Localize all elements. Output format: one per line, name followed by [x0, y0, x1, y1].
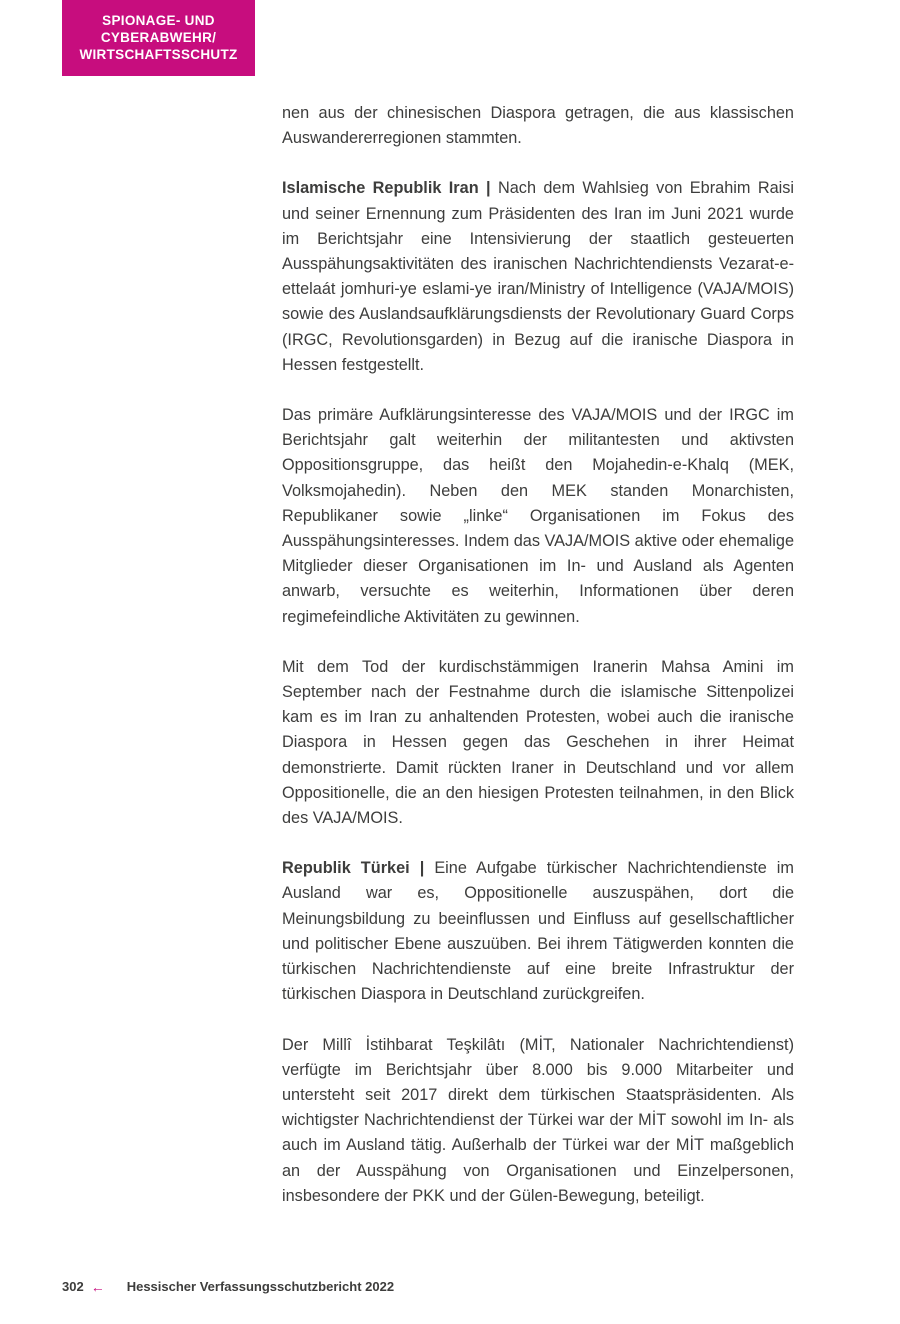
report-title: Hessischer Verfassungsschutzbericht 2022: [126, 1279, 395, 1294]
paragraph: [282, 403, 794, 630]
paragraph-lead: Republik Türkei |: [282, 859, 435, 878]
paragraph-text: Der Millî İstihbarat Teşkilâtı (MİT, Nationaler Nachrichtendienst) verfügte im Berichtsjahr über 8.000 bis 9.000 Mitarbeiter und untersteht seit 2017 direkt dem türkischen Staatspräsidenten. Als wichtigster Nachrichtendienst der Türkei war der MİT sowohl im In- als auch im Ausland tätig. Außerhalb der Türkei war der MİT maßgeblich an der Ausspähung von Organisationen und Einzelpersonen, insbesondere der PKK und der Gülen-Bewegung, beteiligt.: [282, 1035, 794, 1205]
section-tab-line: CYBERABWEHR/: [100, 30, 217, 45]
paragraph-text: Das primäre Aufklärungsinteresse des VAJA/MOIS und der IRGC im Berichtsjahr galt weiterhin der militantesten und aktivsten Oppositionsgruppe, das heißt den Mojahedin-e-Khalq (MEK, Volksmojahedin). Neben den MEK standen Monarchisten, Republikaner sowie „linke“ Organisationen im Fokus des Ausspähungsinteresses. Indem das VAJA/MOIS aktive oder ehemalige Mitglieder dieser Organisationen im In- und Ausland als Agenten anwarb, versuchte es weiterhin, Informationen über deren regimefeindliche Aktivitäten zu gewinnen.: [282, 406, 794, 626]
section-tab-line: SPIONAGE- UND: [102, 13, 215, 28]
back-arrow-icon: ←: [90, 1279, 105, 1295]
paragraph-text: Mit dem Tod der kurdischstämmigen Iranerin Mahsa Amini im September nach der Festnahme durch die islamische Sittenpolizei kam es im Iran zu anhaltenden Protesten, wobei auch die iranische Diaspora in Hessen gegen das Geschehen in ihrer Heimat demonstrierte. Damit rückten Iraner in Deutschland und vor allem Oppositionelle, die an den hiesigen Protesten teilnahmen, in den Blick des VAJA/MOIS.: [282, 657, 794, 828]
paragraph: [282, 856, 794, 1007]
page-footer: [62, 1279, 838, 1295]
body-text-column: [282, 101, 794, 1234]
paragraph-text: nen aus der chinesischen Diaspora getragen, die aus klassischen Auswandererregionen stammten.: [282, 104, 794, 148]
page-number: 302: [62, 1279, 84, 1294]
paragraph: [282, 101, 794, 151]
paragraph: [282, 655, 794, 831]
paragraph-text: Nach dem Wahlsieg von Ebrahim Raisi und seiner Ernennung zum Präsidenten des Iran im Juni 2021 wurde im Berichtsjahr eine Intensivierung der staatlich gesteuerten Ausspähungsaktivitäten des iranischen Nachrichtendiensts Vezarat-e-ettelaát jomhuri-ye eslami-ye iran/Ministry of Intelligence (VAJA/MOIS) sowie des Auslandsaufklärungsdiensts der Revolutionary Guard Corps (IRGC, Revolutionsgarden) in Bezug auf die iranische Diaspora in Hessen festgestellt.: [282, 179, 795, 374]
paragraph-text: Eine Aufgabe türkischer Nachrichtendienste im Ausland war es, Oppositionelle auszuspähen, dort die Meinungsbildung zu beeinflussen und Einfluss auf gesellschaftlicher und politischer Ebene auszuüben. Bei ihrem Tätigwerden konnten die türkischen Nachrichtendienste auf eine breite Infrastruktur der türkischen Diaspora in Deutschland zurückgreifen.: [282, 859, 794, 1004]
section-tab-line: WIRTSCHAFTSSCHUTZ: [79, 47, 238, 62]
paragraph-lead: Islamische Republik Iran |: [282, 179, 498, 198]
paragraph: [282, 1033, 794, 1209]
section-tab: [62, 0, 255, 76]
paragraph: [282, 176, 794, 378]
